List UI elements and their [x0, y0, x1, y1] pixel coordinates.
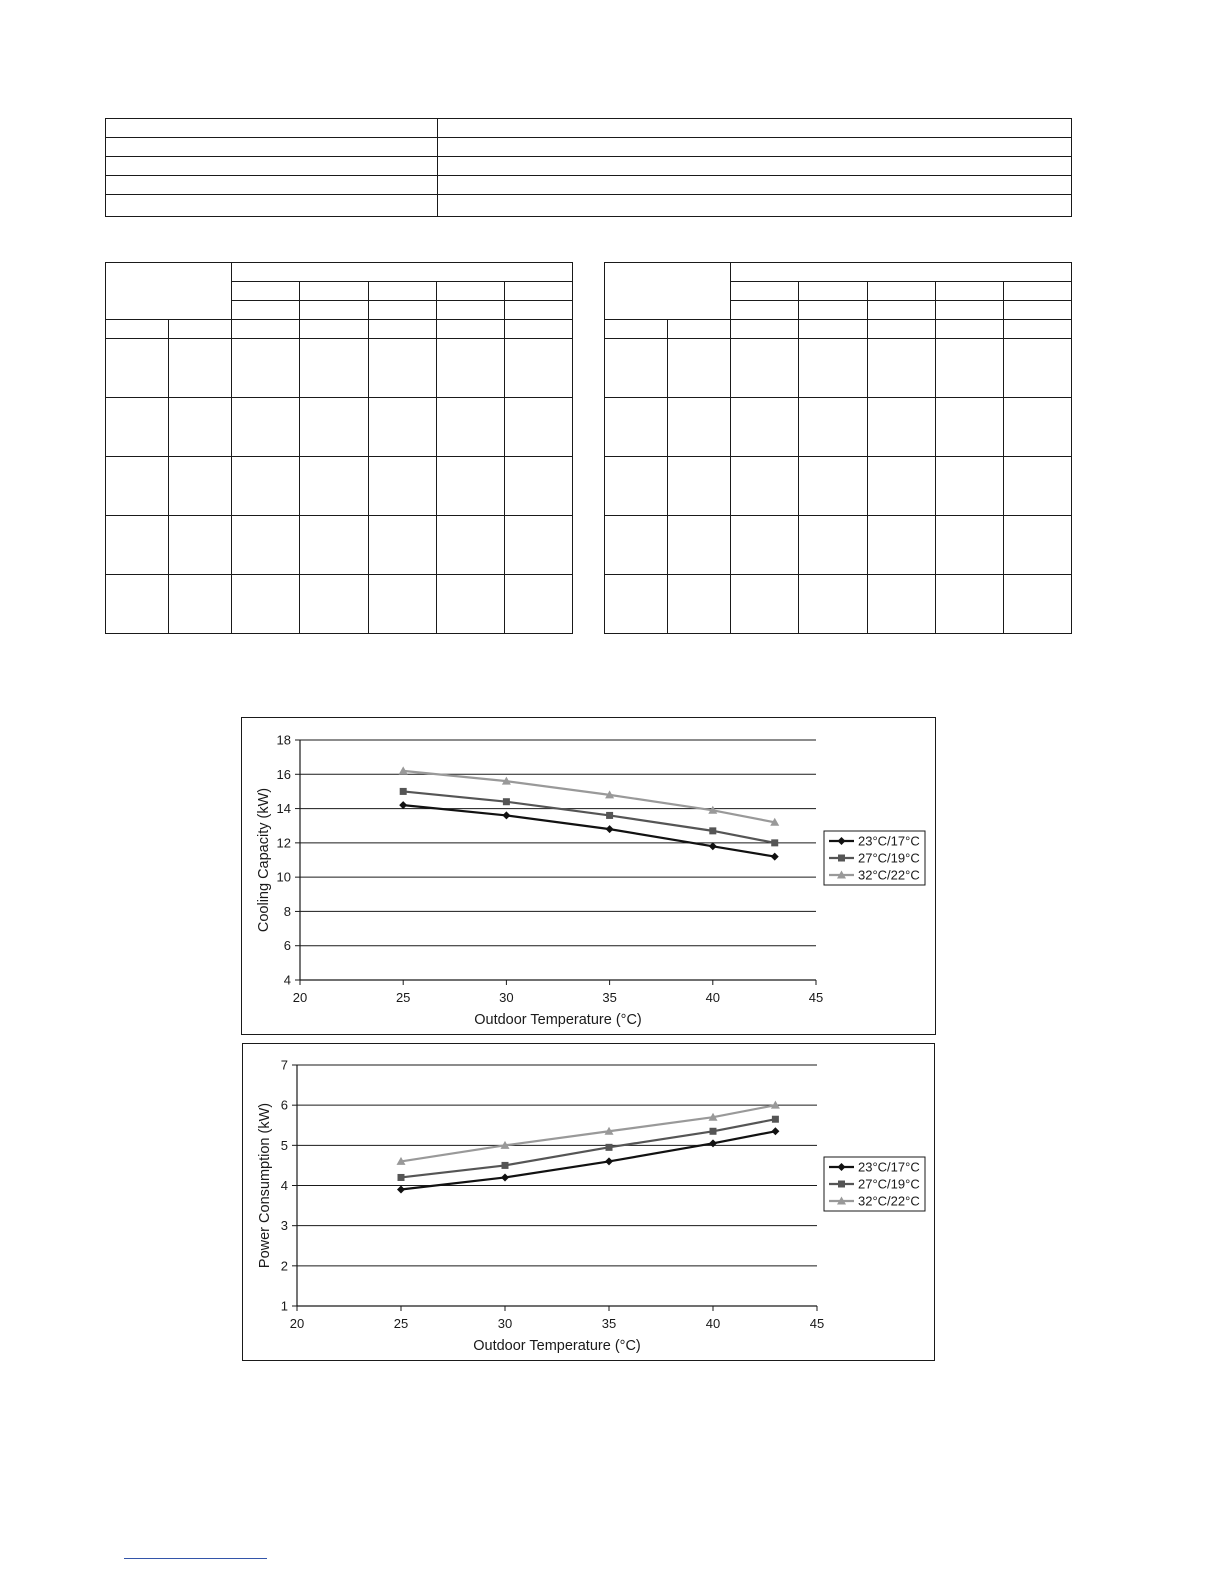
y-tick-label: 18 [276, 732, 291, 748]
series [399, 801, 779, 860]
data-point [709, 1139, 717, 1147]
series [400, 788, 779, 846]
x-tick-label: 25 [393, 1316, 409, 1331]
y-tick-label: 6 [283, 938, 291, 954]
table-row [106, 176, 1072, 195]
x-tick-label: 30 [497, 1316, 513, 1331]
y-tick-label: 2 [280, 1258, 288, 1274]
table-row [106, 320, 573, 339]
y-tick-label: 10 [276, 869, 291, 885]
y-tick-label: 6 [280, 1097, 288, 1113]
data-point [838, 1181, 845, 1188]
x-tick-label: 40 [705, 1316, 721, 1331]
y-tick-label: 14 [276, 801, 291, 817]
series [397, 1127, 779, 1193]
x-tick-label: 25 [395, 990, 411, 1005]
y-tick-label: 1 [280, 1298, 288, 1314]
x-tick-label: 20 [292, 990, 308, 1005]
table-row [605, 457, 1072, 516]
table-row [106, 138, 1072, 157]
x-tick-label: 35 [601, 1316, 617, 1331]
data-point [772, 1116, 779, 1123]
specification-table [105, 118, 1072, 217]
y-tick-label: 8 [283, 903, 291, 919]
table-row [106, 195, 1072, 217]
cooling-capacity-chart [241, 717, 936, 1035]
table-row [106, 457, 573, 516]
table-row [106, 398, 573, 457]
table-row [106, 339, 573, 398]
x-axis-label: Outdoor Temperature (°C) [473, 1338, 641, 1354]
legend-label: 32°C/22°C [858, 867, 920, 883]
data-point [710, 1128, 717, 1135]
series-line [403, 791, 775, 842]
power-consumption-chart [242, 1043, 935, 1361]
data-point [503, 798, 510, 805]
x-tick-label: 40 [705, 990, 721, 1005]
performance-table-right [604, 262, 1072, 634]
legend-label: 32°C/22°C [858, 1193, 920, 1209]
legend-label: 23°C/17°C [858, 1159, 920, 1175]
x-tick-label: 20 [289, 1316, 305, 1331]
series-line [401, 1131, 775, 1189]
table-row [605, 398, 1072, 457]
data-point [709, 842, 717, 850]
y-axis-label: Cooling Capacity (kW) [256, 787, 272, 933]
data-point [771, 1127, 779, 1135]
y-tick-label: 5 [280, 1137, 288, 1153]
x-tick-label: 45 [809, 1316, 825, 1331]
y-tick-label: 16 [276, 766, 291, 782]
data-point [400, 788, 407, 795]
data-point [501, 1173, 509, 1181]
y-axis-label: Power Consumption (kW) [257, 1102, 273, 1269]
table-row [106, 575, 573, 634]
table-row [106, 263, 573, 282]
table-row [605, 320, 1072, 339]
data-point [398, 1174, 405, 1181]
cooling-capacity-plot [242, 718, 935, 1034]
data-point [605, 1157, 613, 1165]
data-point [502, 811, 510, 819]
performance-table-left [105, 262, 573, 634]
data-point [606, 1144, 613, 1151]
table-row [106, 157, 1072, 176]
data-point [399, 801, 407, 809]
series-line [401, 1105, 775, 1161]
y-tick-label: 4 [283, 972, 291, 988]
y-tick-label: 7 [280, 1057, 288, 1073]
data-point [397, 1186, 405, 1194]
table-row [605, 516, 1072, 575]
x-tick-label: 30 [499, 990, 514, 1005]
data-point [838, 855, 845, 862]
table-row [605, 339, 1072, 398]
table-row [106, 119, 1072, 138]
x-axis-label: Outdoor Temperature (°C) [474, 1012, 642, 1028]
series [398, 1116, 779, 1181]
data-point [606, 812, 613, 819]
footer-rule [124, 1558, 267, 1559]
data-point [771, 839, 778, 846]
x-tick-label: 45 [808, 990, 824, 1005]
legend-label: 27°C/19°C [858, 1176, 920, 1192]
series-line [401, 1119, 775, 1177]
table-row [106, 516, 573, 575]
table-row [605, 263, 1072, 282]
table-row [605, 575, 1072, 634]
power-consumption-plot [243, 1044, 934, 1360]
series [397, 1101, 780, 1165]
y-tick-label: 4 [280, 1178, 288, 1193]
data-point [502, 1162, 509, 1169]
x-tick-label: 35 [602, 990, 617, 1005]
data-point [771, 853, 779, 861]
legend-label: 27°C/19°C [858, 850, 920, 866]
data-point [606, 825, 614, 833]
data-point [709, 827, 716, 834]
y-tick-label: 12 [276, 835, 291, 851]
legend-label: 23°C/17°C [858, 833, 920, 849]
y-tick-label: 3 [280, 1218, 288, 1234]
